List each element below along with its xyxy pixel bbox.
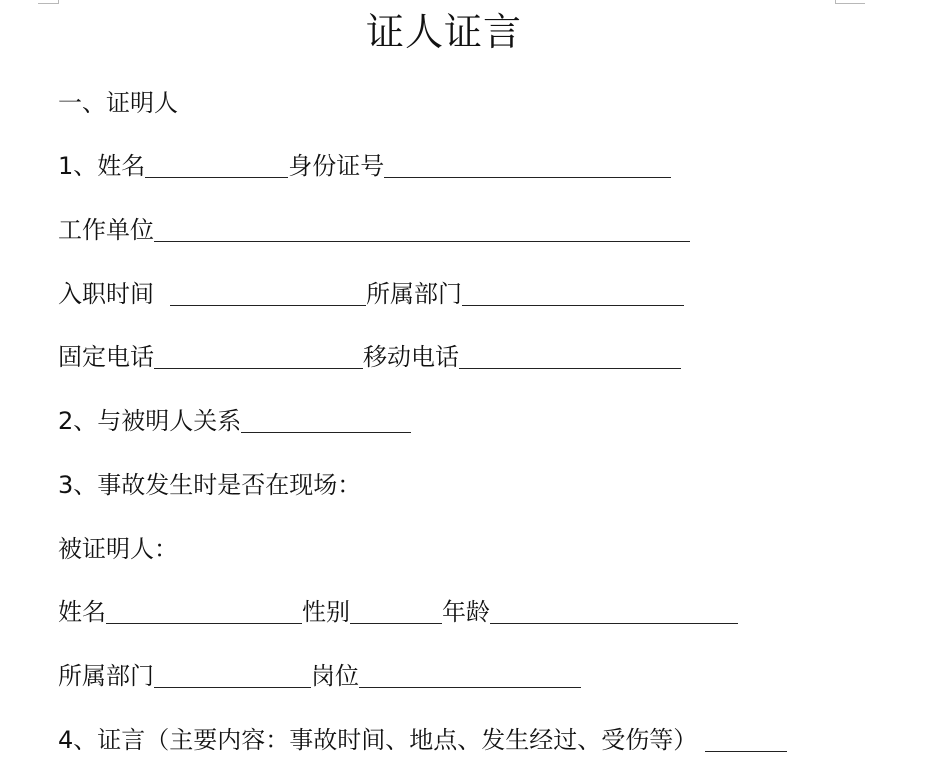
- section1-heading-text: 一、证明人: [58, 89, 178, 117]
- onsite-question: 3、事故发生时是否在现场：: [58, 471, 362, 499]
- gender-field[interactable]: [350, 601, 442, 624]
- proved-dept-field[interactable]: [154, 665, 311, 688]
- post-label: 岗位: [311, 662, 359, 690]
- crop-mark-right-h: [835, 3, 865, 4]
- row-name-id: [58, 151, 671, 181]
- section1-heading: [58, 88, 178, 118]
- document-title: 证人证言: [365, 10, 522, 54]
- proved-dept-label: 所属部门: [58, 662, 154, 690]
- witness-id-field[interactable]: [384, 155, 671, 178]
- proved-name-label: 姓名: [58, 598, 106, 626]
- gender-label: 性别: [302, 598, 350, 626]
- crop-mark-left-h: [38, 3, 59, 4]
- row-hire-dept: [58, 279, 684, 309]
- witness-name-label: 1、姓名: [58, 152, 146, 180]
- post-field[interactable]: [359, 665, 581, 688]
- row-dept-post: [58, 661, 581, 691]
- row-phones: [58, 342, 681, 372]
- landline-label: 固定电话: [58, 343, 154, 371]
- row-relation: [58, 406, 411, 436]
- row-testimony: [58, 725, 787, 755]
- hire-date-field[interactable]: [170, 283, 366, 306]
- row-onsite: [58, 470, 361, 500]
- row-name-gender-age: [58, 597, 738, 627]
- row-proved-person: [58, 534, 178, 564]
- witness-dept-field[interactable]: [462, 283, 684, 306]
- witness-name-field[interactable]: [145, 155, 288, 178]
- proved-name-field[interactable]: [106, 601, 302, 624]
- workplace-label: 工作单位: [58, 216, 154, 244]
- witness-dept-label: 所属部门: [366, 280, 462, 308]
- testimony-label: 4、证言（主要内容：事故时间、地点、发生经过、受伤等）: [58, 726, 698, 754]
- witness-id-label: 身份证号: [288, 152, 385, 180]
- testimony-field[interactable]: [705, 729, 787, 752]
- mobile-label: 移动电话: [363, 343, 459, 371]
- row-workplace: [58, 215, 690, 245]
- mobile-field[interactable]: [459, 346, 681, 369]
- workplace-field[interactable]: [154, 219, 690, 242]
- age-label: 年龄: [442, 598, 490, 626]
- proved-person-label: 被证明人：: [58, 535, 178, 563]
- relation-field[interactable]: [241, 410, 411, 433]
- hire-date-label: 入职时间: [58, 280, 154, 308]
- relation-label: 2、与被明人关系: [58, 407, 242, 435]
- age-field[interactable]: [490, 601, 738, 624]
- landline-field[interactable]: [154, 346, 363, 369]
